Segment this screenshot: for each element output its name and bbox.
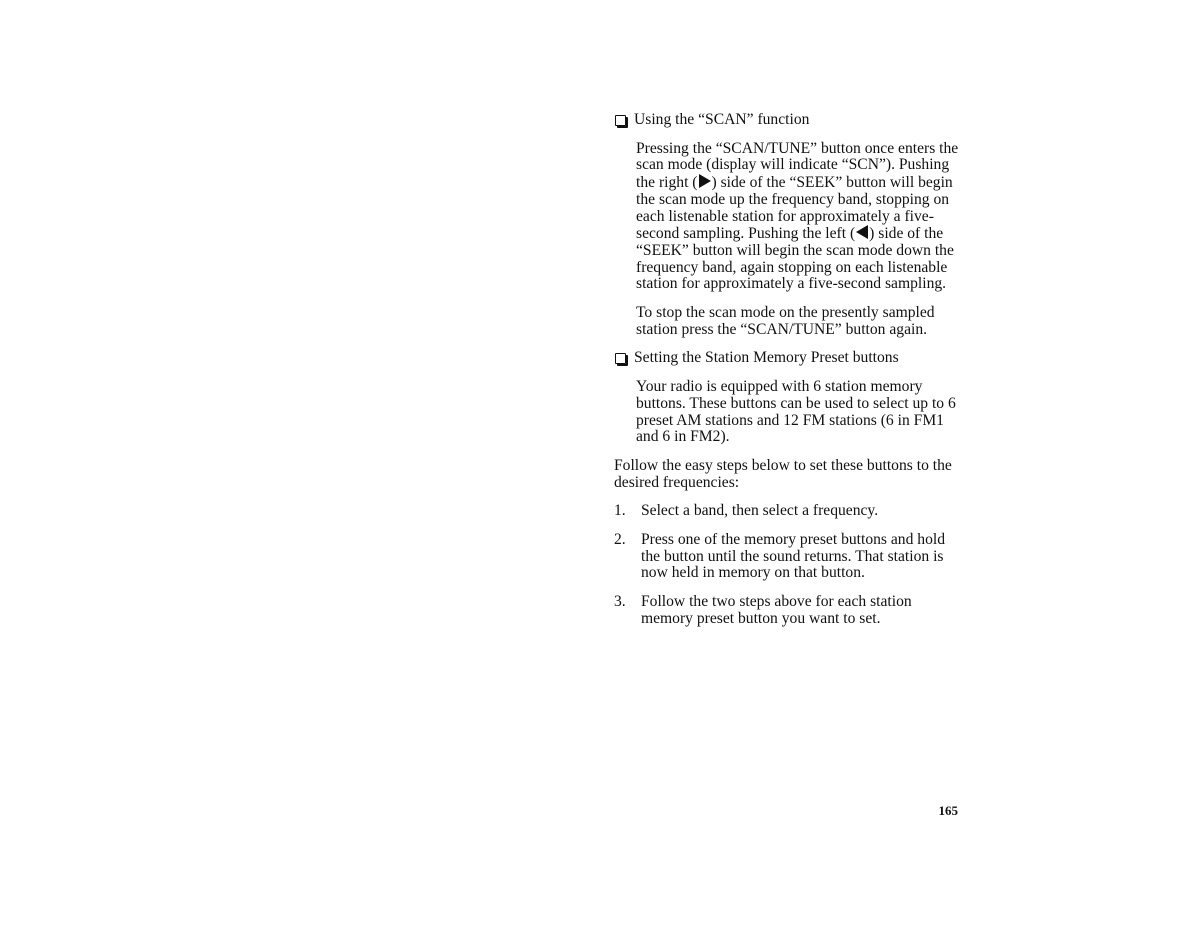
preset-description-paragraph: Your radio is equipped with 6 station memory buttons. These buttons can be used to select up to 6 preset AM stations and 12 FM stations (6 in FM1 and 6 in FM2). xyxy=(636,378,956,446)
scan-instructions-paragraph xyxy=(636,141,964,293)
step-item xyxy=(614,532,964,582)
step-number: 2. xyxy=(614,531,626,549)
step-number: 1. xyxy=(614,502,626,520)
preset-heading-text: Setting the Station Memory Preset buttons xyxy=(634,349,899,367)
preset-buttons-heading xyxy=(614,350,964,367)
left-triangle-icon xyxy=(856,225,868,239)
scan-para-part-c: ) side of the “SEEK” button will begin the scan mode down the frequency band, again stopping on each listenable station for approximately a five-second sampling. xyxy=(636,225,954,293)
step-number: 3. xyxy=(614,593,626,611)
step-text: Select a band, then select a frequency. xyxy=(641,502,879,520)
checkbox-bullet-icon xyxy=(615,115,626,126)
manual-text-column xyxy=(614,112,964,640)
checkbox-bullet-icon xyxy=(615,353,626,364)
step-text: Follow the two steps above for each station memory preset button you want to set. xyxy=(641,593,912,627)
scan-heading-text: Using the “SCAN” function xyxy=(634,111,810,128)
scan-function-heading xyxy=(614,112,964,129)
step-item xyxy=(614,594,964,627)
stop-scan-paragraph: To stop the scan mode on the presently sampled station press the “SCAN/TUNE” button again. xyxy=(636,304,935,338)
scan-para-part-a: Pressing the “SCAN/TUNE” button once enters the scan mode (display will indicate “SCN”). Pushing the right ( xyxy=(636,139,959,192)
step-text: Press one of the memory preset buttons and hold the button until the sound returns. That station is now held in memory on that button. xyxy=(641,531,946,582)
page-number: 165 xyxy=(938,803,958,818)
step-item xyxy=(614,503,964,520)
follow-steps-paragraph: Follow the easy steps below to set these buttons to the desired frequencies: xyxy=(614,456,952,491)
right-triangle-icon xyxy=(699,174,711,188)
scan-para-part-b: ) side of the “SEEK” button will begin the scan mode up the frequency band, stopping on each listenable station for approximately a five-second sampling. Pushing the left ( xyxy=(636,174,953,243)
